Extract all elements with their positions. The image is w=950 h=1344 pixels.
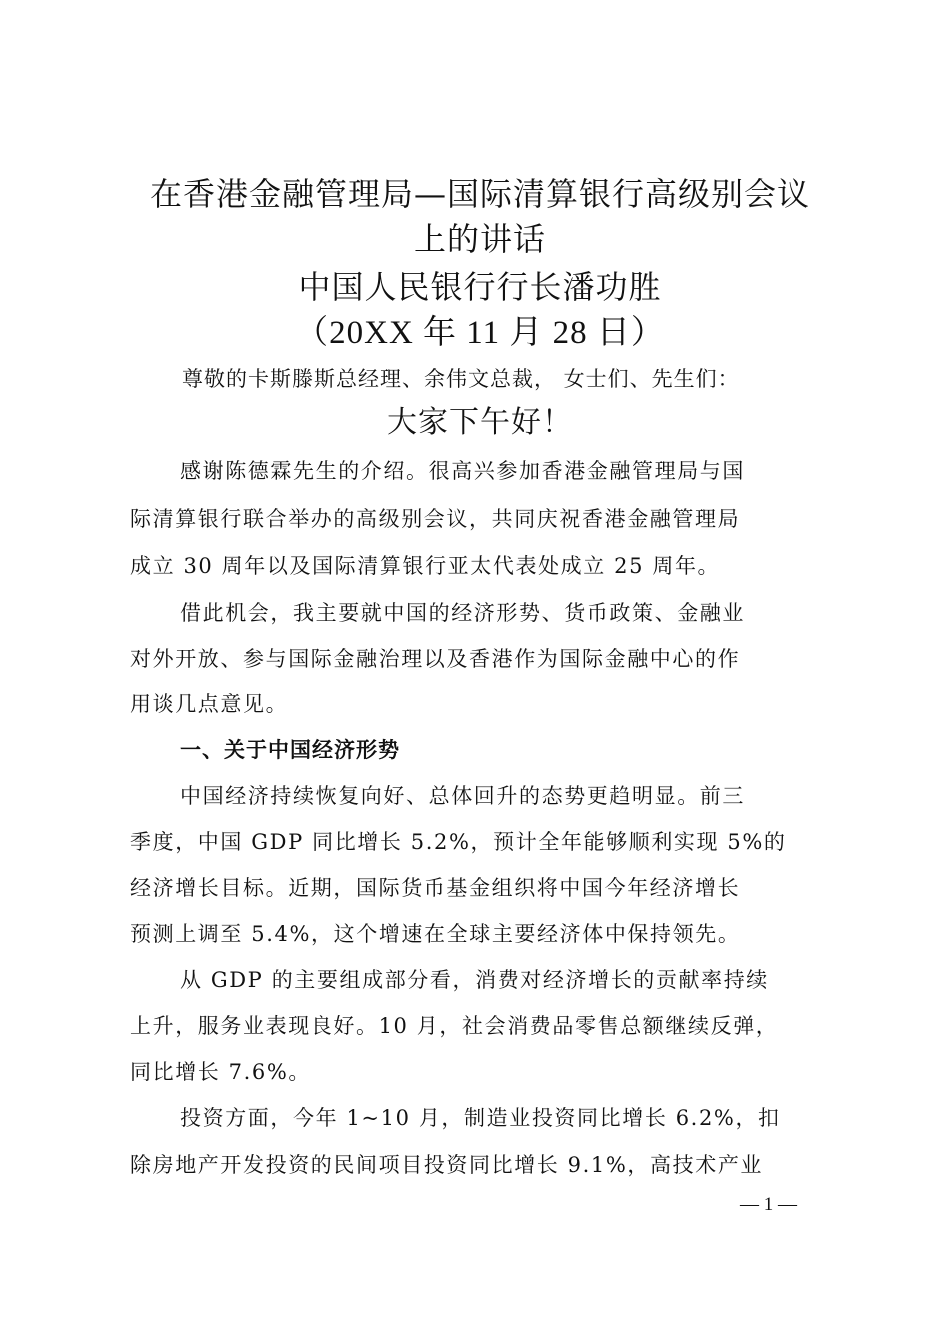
speech-title-line-1: 在香港金融管理局—国际清算银行高级别会议 [149, 175, 810, 213]
paragraph-1-line-2: 际清算银行联合举办的高级别会议，共同庆祝香港金融管理局 [130, 507, 741, 531]
paragraph-3-line-2: 季度，中国 GDP 同比增长 5.2%，预计全年能够顺利实现 5%的 [130, 830, 787, 854]
paragraph-3-line-1: 中国经济持续恢复向好、总体回升的态势更趋明显。前三 [180, 784, 745, 808]
greeting: 大家下午好！ [387, 405, 573, 440]
paragraph-4-line-3: 同比增长 7.6%。 [130, 1060, 312, 1084]
paragraph-1-line-3: 成立 30 周年以及国际清算银行亚太代表处成立 25 周年。 [130, 554, 721, 578]
speaker-name: 中国人民银行行长潘功胜 [298, 268, 662, 306]
paragraph-3-line-4: 预测上调至 5.4%，这个增速在全球主要经济体中保持领先。 [130, 922, 741, 946]
speech-title-line-2: 上的讲话 [413, 220, 546, 258]
paragraph-2-line-2: 对外开放、参与国际金融治理以及香港作为国际金融中心的作 [130, 647, 741, 671]
paragraph-5-line-2: 除房地产开发投资的民间项目投资同比增长 9.1%，高技术产业 [130, 1153, 764, 1177]
paragraph-2-line-3: 用谈几点意见。 [130, 692, 289, 716]
section-heading-1: 一、关于中国经济形势 [180, 738, 400, 762]
page-number: — 1 — [740, 1194, 797, 1215]
paragraph-4-line-2: 上升，服务业表现良好。10 月，社会消费品零售总额继续反弹， [130, 1014, 779, 1038]
paragraph-4-line-1: 从 GDP 的主要组成部分看，消费对经济增长的贡献率持续 [180, 968, 769, 992]
paragraph-3-line-3: 经济增长目标。近期，国际货币基金组织将中国今年经济增长 [130, 876, 741, 900]
salutation: 尊敬的卡斯滕斯总经理、余伟文总裁， 女士们、先生们： [182, 367, 740, 391]
paragraph-1-line-1: 感谢陈德霖先生的介绍。很高兴参加香港金融管理局与国 [180, 459, 745, 483]
paragraph-5-line-1: 投资方面，今年 1~10 月，制造业投资同比增长 6.2%，扣 [180, 1106, 781, 1130]
speech-date: （20XX 年 11 月 28 日） [295, 315, 665, 351]
paragraph-2-line-1: 借此机会，我主要就中国的经济形势、货币政策、金融业 [180, 601, 745, 625]
